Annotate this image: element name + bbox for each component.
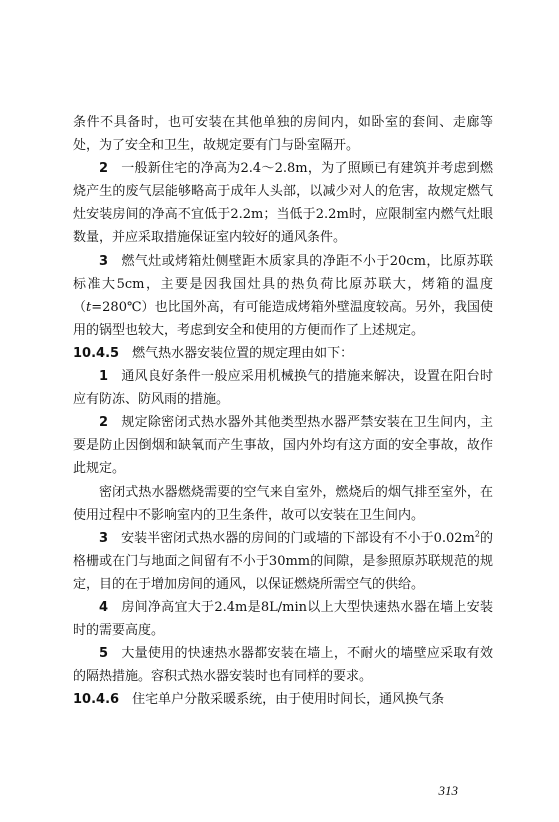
- paragraph-text: 通风良好条件一般应采用机械换气的措施来解决，设置在阳台时应有防冻、防风雨的措施。: [73, 369, 493, 408]
- item-number: 5: [99, 646, 109, 662]
- paragraph: [73, 111, 493, 157]
- item-number: 3: [99, 530, 109, 546]
- paragraph-text: 房间净高宜大于2.4m是8L/min以上大型快速热水器在墙上安装时的需要高度。: [73, 599, 493, 639]
- item-number: 4: [99, 599, 109, 615]
- paragraph-text: 一般新住宅的净高为2.4～2.8m，为了照顾已有建筑并考虑到燃烧产生的废气层能够略高于成年人头部，以减少对人的危害，故规定燃气灶安装房间的净高不宜低于2.2m；当低于2.2m时，应限制室内燃气灶眼数量，并应采取措施保证室内较好的通风条件。: [73, 161, 493, 246]
- section-text: 燃气热水器安装位置的规定理由如下：: [132, 345, 354, 361]
- item-number: 2: [99, 415, 109, 431]
- section-text: 住宅单户分散采暖系统，由于使用时间长，通风换气条: [132, 692, 445, 708]
- section-heading-10-4-6: [73, 688, 493, 711]
- paragraph-item-3: [73, 250, 493, 342]
- superscript: 2: [474, 529, 480, 539]
- paragraph-text: 安装半密闭式热水器的房间的门或墙的下部设有不小于0.02m: [121, 530, 475, 546]
- paragraph-item-5: [73, 642, 493, 688]
- item-number: 2: [99, 161, 109, 177]
- section-heading-10-4-5: [73, 342, 493, 365]
- paragraph-item-2: [73, 157, 493, 249]
- paragraph-text: 大量使用的快速热水器都安装在墙上，不耐火的墙壁应采取有效的隔热措施。容积式热水器安装时也有同样的要求。: [73, 646, 493, 685]
- section-number: 10.4.5: [73, 345, 120, 361]
- paragraph-item-1: [73, 365, 493, 411]
- paragraph-text: =280℃）也比国外高，有可能造成烤箱外壁温度较高。另外，我国使用的锅型也较大，考虑到安全和使用的方便而作了上述规定。: [73, 299, 493, 338]
- paragraph-text: 燃气灶或烤箱灶侧壁距木质家具的净距不小于20cm，比原苏联标准大5cm，主要是因我国灶具的热负荷比原苏联大，烤箱的温度（: [73, 253, 493, 315]
- paragraph: [73, 481, 493, 527]
- body-text: [73, 111, 493, 711]
- paragraph-item-3: [73, 527, 493, 596]
- item-number: 3: [99, 253, 109, 269]
- paragraph-item-4: [73, 596, 493, 642]
- paragraph-text: 密闭式热水器燃烧需要的空气来自室外，燃烧后的烟气排至室外，在使用过程中不影响室内的卫生条件，故可以安装在卫生间内。: [73, 484, 493, 523]
- temperature-symbol: t: [86, 299, 92, 315]
- item-number: 1: [99, 369, 109, 385]
- paragraph-text: 的格栅或在门与地面之间留有不小于30mm的间隙，是参照原苏联规范的规定，目的在于增加房间的通风，以保证燃烧所需空气的供给。: [73, 530, 493, 592]
- section-number: 10.4.6: [73, 692, 120, 708]
- page-number: 313: [438, 783, 458, 798]
- paragraph-item-2: [73, 411, 493, 480]
- paragraph-text: 规定除密闭式热水器外其他类型热水器严禁安装在卫生间内，主要是防止因倒烟和缺氧而产生事故，国内外均有这方面的安全事故，故作此规定。: [73, 415, 493, 477]
- paragraph-text: 条件不具备时，也可安装在其他单独的房间内，如卧室的套间、走廊等处，为了安全和卫生，故规定要有门与卧室隔开。: [73, 115, 493, 154]
